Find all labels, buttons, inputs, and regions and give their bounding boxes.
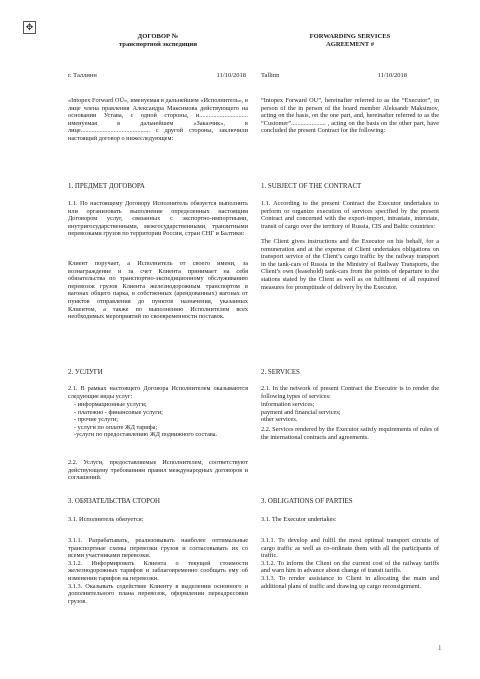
en-city-date xyxy=(261,72,439,80)
list-item: payment and financial services; xyxy=(261,408,341,416)
move-handle-icon[interactable]: ✥ xyxy=(23,21,36,34)
ru-section-3-heading: 3. ОБЯЗАТЕЛЬСТВА СТОРОН xyxy=(68,498,161,505)
list-item: 3.1.2. To inform the Client on the current cost of the railway tariffs and warn him in advance about change of transit tariffs. xyxy=(261,559,439,575)
list-item: information services; xyxy=(261,401,315,408)
list-item: - информационные услуги; xyxy=(74,401,147,408)
en-section-3-1: 3.1. The Executor undertakes: xyxy=(261,516,337,523)
ru-title: ДОГОВОР № транспортной экспедиции xyxy=(118,33,198,48)
en-city: Tallinn xyxy=(261,72,280,79)
ru-section-2-heading: 2. УСЛУГИ xyxy=(68,369,103,376)
ru-section-3-items xyxy=(68,537,248,605)
en-section-1-p1: 1.1. According to the present Contract the Executor undertakes to perform or organize execution of services specified by the present Contract and concerned with the export-import, intrastate, interstate, transit of cargo over the territory of Russia, CIS and Baltic countries: xyxy=(261,200,439,230)
list-item: 3.1.1. To develop and fulfil the most optimal transport circuits of cargo traffic as well as co-ordinate them with all the participants of traffic. xyxy=(261,537,439,560)
list-item: 3.1.1. Разрабатывать, реализовывать наиболее оптимальные транспортные схемы перевозки грузов и согласовывать их со всеми участниками перевозки. xyxy=(68,537,248,560)
list-item: - платежно - финансовые услуги; xyxy=(74,408,163,416)
ru-services-list xyxy=(68,401,254,439)
en-date: 11/10/2018 xyxy=(377,72,407,79)
ru-city-date xyxy=(68,72,248,80)
ru-section-2-2: 2.2. Услуги, предоставляемые Исполнителем, соответствуют действующему требованиям правил международных договоров и соглашений. xyxy=(68,459,248,482)
page-number: 1 xyxy=(438,644,442,652)
en-title: FORWARDING SERVICES AGREEMENT # xyxy=(309,33,391,48)
list-item: - услуги по оплате ЖД тарифа; xyxy=(74,423,158,431)
ru-section-2-lead: 2.1. В рамках настоящего Договора Исполнителем оказываются следующие виды услуг: xyxy=(68,385,248,400)
en-intro: “Intopex Forward OU”, hereinafter referred to as the “Executor”, in person of the in person of the board member Aleksandr Maksimov, acting on the basis, on the one part, and, hereinafter referred to as the “Customer”...................... , acting on the basis on the other part, have concluded the present Contract for the following: xyxy=(261,97,439,135)
en-section-1-p2: The Client gives instructions and the Executor on his behalf, for a remuneration and at the expense of Client undertakes obligations on transport service of the Client’s cargo traffic by the railway transport in the tank-cars of Russia in the Ministry of Railway Transports, the Client’s own (leasehold) tank-cars from the points of departure to the stations stated by the Client as well as on fulfilment of all required measures for promptitude of delivery by the Executor. xyxy=(261,238,439,291)
en-section-2-2: 2.2. Services rendered by the Executor satisfy requirements of rules of the international contracts and agreements. xyxy=(261,426,439,441)
ru-section-1-p2: Клиент поручает, а Исполнитель от своего имени, за вознаграждение и за счет Клиента принимает на себя обязательства по транспортно-экспедиционному обслуживанию перевозок грузов Клиента железнодорожным транспортом в вагонах общего парка, в собственных (арендованных) вагонах от пунктов отправления до пунктов назначения, указанных Клиентом, а также по выполнению Исполнителем всех необходимых мероприятий по своевременности поставок. xyxy=(68,260,248,321)
list-item: 3.1.3. Оказывать содействие Клиенту в выделении основного и дополнительного плана перевозок, оформлении переадресовки грузов. xyxy=(68,582,248,605)
en-section-1-heading: 1. SUBJECT OF THE CONTRACT xyxy=(261,183,362,190)
list-item: -услуги по предоставлению ЖД подвижного состава. xyxy=(74,431,218,439)
list-item: - прочие услуги; xyxy=(74,416,119,424)
ru-intro: «Intopex Forward OÜ», именуемая в дальнейшем «Исполнитель», в лице члена правления Александра Максимова действующего на основании Устава, с одной стороны, и............................... именуемая в дальнейшем «Заказчик», в лице............................................ с другой стороны, заключили настоящий договор о нижеследующем: xyxy=(68,97,248,142)
ru-section-1-p1: 1.1. По настоящему Договору Исполнитель обязуется выполнить или организовать выполнение определенных настоящим Договором услуг, связанных с экспортно-импортными, внутригосударственными, межгосударственными, транзитными перевозками грузов по территории России, стран СНГ и Балтики: xyxy=(68,200,248,238)
ru-date: 11/10/2018 xyxy=(216,72,246,79)
list-item: other services. xyxy=(261,416,298,424)
en-section-2-heading: 2. SERVICES xyxy=(261,369,300,376)
list-item: 3.1.2. Информировать Клиента о текущей стоимости железнодорожных тарифов и заблаговременно сообщать ему об изменении тарифов на перевозки. xyxy=(68,559,248,582)
ru-section-3-1: 3.1. Исполнитель обязуется: xyxy=(68,516,144,523)
en-section-3-heading: 3. OBLIGATIONS OF PARTIES xyxy=(261,498,353,505)
ru-section-1-heading: 1. ПРЕДМЕТ ДОГОВОРА xyxy=(68,183,145,190)
ru-city: г. Таллинн xyxy=(68,72,97,79)
en-services-list xyxy=(261,401,439,424)
list-item: 3.1.3. To render assistance to Client in allocating the main and additional plans of traffic and drawing up cargo reconsignment. xyxy=(261,574,439,590)
en-section-3-items xyxy=(261,537,439,590)
en-section-2-lead: 2.1. In the network of present Contract the Executor is to render the following types of services: xyxy=(261,385,439,400)
